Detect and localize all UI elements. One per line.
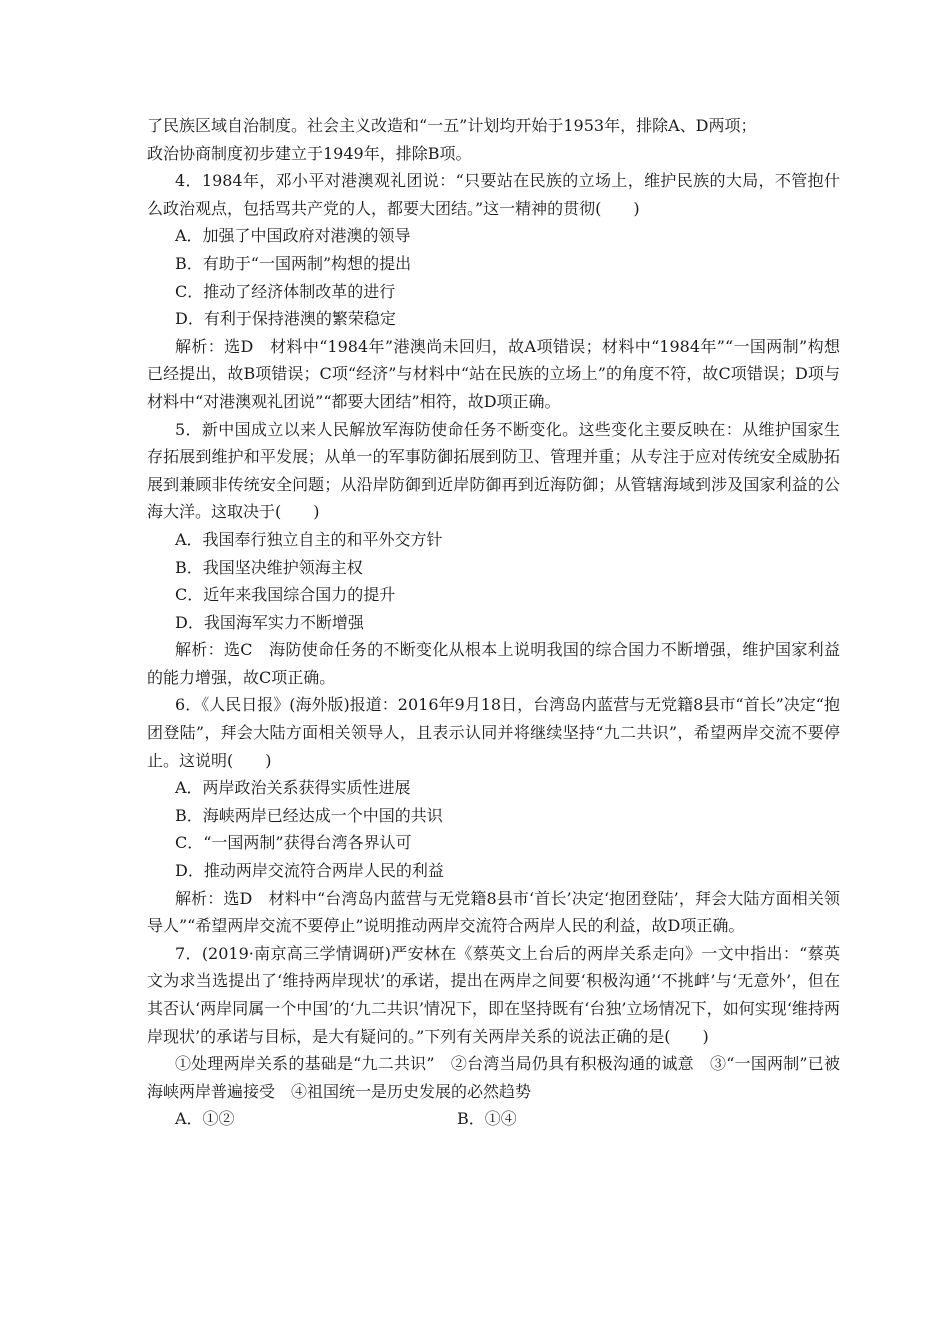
question-5-option-a: A．我国奉行独立自主的和平外交方针 (175, 529, 443, 549)
question-6-option-b: B．海峡两岸已经达成一个中国的共识 (175, 805, 443, 825)
question-4-analysis: 解析：选D 材料中“1984年”港澳尚未回归，故A项错误；材料中“1984年”“一国两制”构想已经提出，故B项错误；C项“经济”与材料中“站在民族的立场上”的角度不符，故C项错误；D项与材料中“对港澳观礼团说”“都要大团结”相符，故D项正确。 (147, 336, 840, 411)
question-4-option-b: B．有助于“一国两制”构想的提出 (175, 253, 412, 273)
prev-answer-tail-line-1: 了民族区域自治制度。社会主义改造和“一五”计划均开始于1953年，排除A、D两项； (147, 116, 757, 135)
question-4-option-c: C．推动了经济体制改革的进行 (175, 281, 396, 301)
question-6-option-d: D．推动两岸交流符合两岸人民的利益 (175, 861, 444, 881)
question-6-option-c: C．“一国两制”获得台湾各界认可 (175, 833, 412, 853)
question-5-stem: 5．新中国成立以来人民解放军海防使命任务不断变化。这些变化主要反映在：从维护国家生存拓展到维护和平发展；从单一的军事防御拓展到防卫、管理并重；从专注于应对传统安全威胁拓展到兼顾非传统安全问题；从沿岸防御到近岸防御再到近海防御；从管辖海域到涉及国家利益的公海大洋。这取决于( ) (147, 419, 840, 522)
question-6-analysis: 解析：选D 材料中“台湾岛内蓝营与无党籍8县市‘首长’决定‘抱团登陆’，拜会大陆方面相关领导人”“希望两岸交流不要停止”说明推动两岸交流符合两岸人民的利益，故D项正确。 (147, 888, 840, 936)
question-7-options-row (147, 1105, 840, 1133)
question-7-statements: ①处理两岸关系的基础是“九二共识” ②台湾当局仍具有积极沟通的诚意 ③“一国两制”已被海峡两岸普遍接受 ④祖国统一是历史发展的必然趋势 (147, 1054, 840, 1101)
question-7-option-b: B．①④ (457, 1109, 517, 1129)
question-5-analysis: 解析：选C 海防使命任务的不断变化从根本上说明我国的综合国力不断增强，维护国家利益的能力增强，故C项正确。 (147, 640, 840, 687)
question-5-option-d: D．我国海军实力不断增强 (175, 612, 364, 632)
question-7-option-a: A．①② (175, 1109, 235, 1129)
question-4-option-a: A．加强了中国政府对港澳的领导 (175, 226, 411, 246)
prev-answer-tail-line-2: 政治协商制度初步建立于1949年，排除B项。 (147, 143, 472, 163)
question-7-stem: 7．(2019·南京高三学情调研)严安林在《蔡英文上台后的两岸关系走向》一文中指出：“蔡英文为求当选提出了‘维持两岸现状’的承诺，提出在两岸之间要‘积极沟通’‘不挑衅’与‘无意外’，但在其否认‘两岸同属一个中国’的‘九二共识’情况下，即在坚持既有‘台独’立场情况下，如何实现‘维持两岸现状’的承诺与目标，是大有疑问的。”下列有关两岸关系的说法正确的是( ) (147, 943, 840, 1046)
question-4-stem: 4．1984年，邓小平对港澳观礼团说：“只要站在民族的立场上，维护民族的大局，不管抱什么政治观点，包括骂共产党的人，都要大团结。”这一精神的贯彻( ) (147, 171, 840, 218)
question-5-option-b: B．我国坚决维护领海主权 (175, 557, 363, 577)
question-5-option-c: C．近年来我国综合国力的提升 (175, 585, 396, 605)
question-6-option-a: A．两岸政治关系获得实质性进展 (175, 778, 411, 798)
question-4-option-d: D．有利于保持港澳的繁荣稳定 (175, 309, 396, 329)
question-6-stem: 6．《人民日报》(海外版)报道：2016年9月18日，台湾岛内蓝营与无党籍8县市“首长”决定“抱团登陆”，拜会大陆方面相关领导人，且表示认同并将继续坚持“九二共识”，希望两岸交流不要停止。这说明( ) (147, 695, 840, 770)
